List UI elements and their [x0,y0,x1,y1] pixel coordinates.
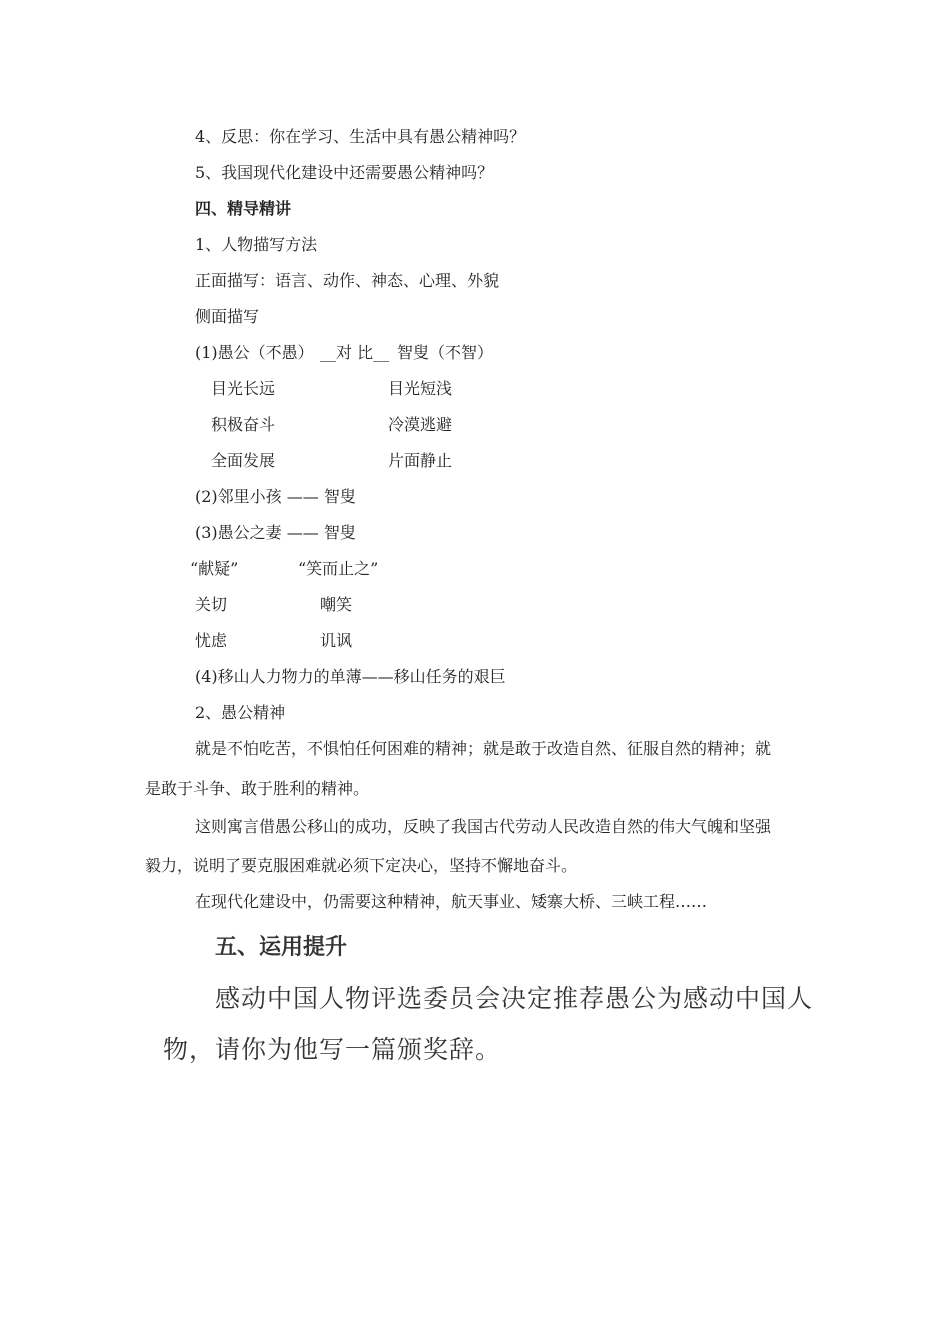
paragraph-2-line-2: 毅力，说明了要克服困难就必须下定决心，坚持不懈地奋斗。 [145,856,578,875]
section-4-heading: 四、精导精讲 [195,199,292,218]
section-5-line-2: 物，请你为他写一篇颁奖辞。 [163,1035,502,1064]
subheading-character-description: 1、人物描写方法 [195,235,318,254]
pair-right: 冷漠逃避 [388,415,453,434]
question-4: 4、反思：你在学习、生活中具有愚公精神吗？ [195,127,526,146]
comparison-item-1-mid: __对 比__ [320,343,390,362]
quote-left: “献疑” [190,559,239,578]
pair-right: 片面静止 [388,451,453,470]
direct-description: 正面描写：语言、动作、神态、心理、外貌 [195,271,500,290]
comparison-item-4: (4)移山人力物力的单薄——移山任务的艰巨 [195,667,506,686]
indirect-description: 侧面描写 [195,307,260,326]
comparison-item-3: (3)愚公之妻 —— 智叟 [195,523,356,542]
paragraph-1-line-1: 就是不怕吃苦，不惧怕任何困难的精神；就是敢于改造自然、征服自然的精神；就 [195,739,772,758]
pair-left: 积极奋斗 [211,415,276,434]
comparison-item-2: (2)邻里小孩 —— 智叟 [195,487,356,506]
attitude-right: 嘲笑 [320,595,353,614]
attitude-left: 忧虑 [195,631,228,650]
paragraph-2-line-1: 这则寓言借愚公移山的成功，反映了我国古代劳动人民改造自然的伟大气魄和坚强 [195,817,772,836]
quote-right: “笑而止之” [298,559,379,578]
pair-right: 目光短浅 [388,379,453,398]
attitude-left: 关切 [195,595,228,614]
comparison-item-1-right: 智叟（不智） [397,343,494,362]
section-5-line-1: 感动中国人物评选委员会决定推荐愚公为感动中国人 [215,984,814,1013]
comparison-item-1-left: (1)愚公（不愚） [195,343,314,362]
question-5: 5、我国现代化建设中还需要愚公精神吗？ [195,163,494,182]
paragraph-3: 在现代化建设中，仍需要这种精神，航天事业、矮寨大桥、三峡工程…… [195,892,708,911]
subheading-yugong-spirit: 2、愚公精神 [195,703,286,722]
pair-left: 目光长远 [211,379,276,398]
paragraph-1-line-2: 是敢于斗争、敢于胜利的精神。 [145,779,370,798]
attitude-right: 讥讽 [320,631,353,650]
section-5-heading: 五、运用提升 [215,934,348,960]
pair-left: 全面发展 [211,451,276,470]
